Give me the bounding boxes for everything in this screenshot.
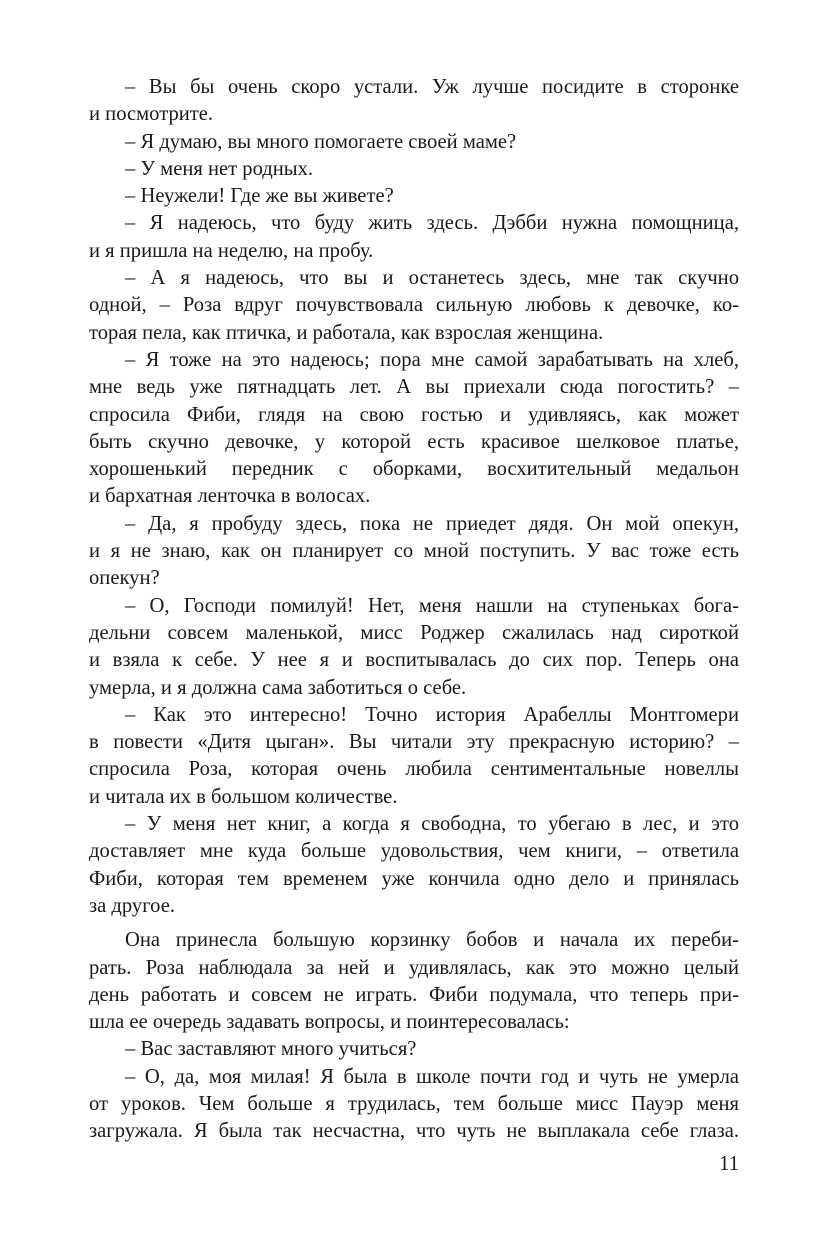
- text-line: умерла, и я должна сама заботиться о себе.: [89, 676, 467, 699]
- text-line: хорошенький передник с оборками, восхитительный медальон: [89, 458, 739, 481]
- text-line: – У меня нет книг, а когда я свободна, то убегаю в лес, и это: [125, 813, 739, 836]
- text-line: шла ее очередь задавать вопросы, и поинтересовалась:: [89, 1011, 570, 1034]
- text-line: – Как это интересно! Точно история Арабеллы Монтгомери: [125, 703, 739, 726]
- text-line: и взяла к себе. У нее я и воспитывалась до сих пор. Теперь она: [89, 649, 739, 672]
- text-line: доставляет мне куда больше удовольствия, чем книги, – ответила: [89, 840, 739, 863]
- page-number: 11: [719, 1153, 739, 1175]
- text-line: загружала. Я была так несчастна, что чуть не выплакала себе глаза.: [89, 1120, 739, 1143]
- text-line: – О, да, моя милая! Я была в школе почти год и чуть не умерла: [125, 1065, 739, 1088]
- text-line: – Вас заставляют много учиться?: [125, 1038, 417, 1061]
- text-line: и читала их в большом количестве.: [89, 785, 398, 808]
- text-line: в повести «Дитя цыган». Вы читали эту прекрасную историю? –: [89, 731, 739, 754]
- text-line: спросила Фиби, глядя на свою гостью и удивляясь, как может: [89, 403, 739, 426]
- text-line: – А я надеюсь, что вы и останетесь здесь, мне так скучно: [125, 267, 739, 290]
- text-line: рать. Роза наблюдала за ней и удивлялась, как это можно целый: [89, 956, 739, 979]
- text-line: – У меня нет родных.: [125, 157, 314, 180]
- text-line: – Неужели! Где же вы живете?: [125, 185, 394, 208]
- text-line: одной, – Роза вдруг почувствовала сильную любовь к девочке, ко-: [89, 294, 739, 317]
- text-line: спросила Роза, которая очень любила сентиментальные новеллы: [89, 758, 739, 781]
- text-line: – Да, я пробуду здесь, пока не приедет дядя. Он мой опекун,: [125, 512, 739, 535]
- text-line: – Я думаю, вы много помогаете своей маме?: [125, 130, 517, 153]
- text-line: и я не знаю, как он планирует со мной поступить. У вас тоже есть: [89, 540, 739, 563]
- text-line: Фиби, которая тем временем уже кончила одно дело и принялась: [89, 867, 739, 890]
- text-line: – О, Господи помилуй! Нет, меня нашли на ступеньках бога-: [125, 594, 739, 617]
- text-line: день работать и совсем не играть. Фиби подумала, что теперь при-: [89, 983, 739, 1006]
- text-line: и бархатная ленточка в волосах.: [89, 485, 371, 508]
- text-line: торая пела, как птичка, и работала, как взрослая женщина.: [89, 321, 604, 344]
- text-line: и я пришла на неделю, на пробу.: [89, 239, 374, 262]
- text-line: и посмотрите.: [89, 103, 214, 126]
- text-line: – Вы бы очень скоро устали. Уж лучше посидите в сторонке: [125, 76, 739, 98]
- text-line: мне ведь уже пятнадцать лет. А вы приехали сюда погостить? –: [89, 376, 739, 399]
- text-line: за другое.: [89, 894, 175, 917]
- text-line: дельни совсем маленькой, мисс Роджер сжалилась над сироткой: [89, 621, 739, 644]
- text-line: быть скучно девочке, у которой есть красивое шелковое платье,: [89, 430, 739, 453]
- body-text: [89, 74, 739, 1146]
- text-line: от уроков. Чем больше я трудилась, тем больше мисс Пауэр меня: [89, 1092, 739, 1115]
- text-line: – Я тоже на это надеюсь; пора мне самой зарабатывать на хлеб,: [125, 348, 739, 371]
- text-line: опекун?: [89, 567, 160, 590]
- text-line: Она принесла большую корзинку бобов и начала их переби-: [125, 929, 739, 952]
- text-line: – Я надеюсь, что буду жить здесь. Дэбби нужна помощница,: [125, 212, 739, 235]
